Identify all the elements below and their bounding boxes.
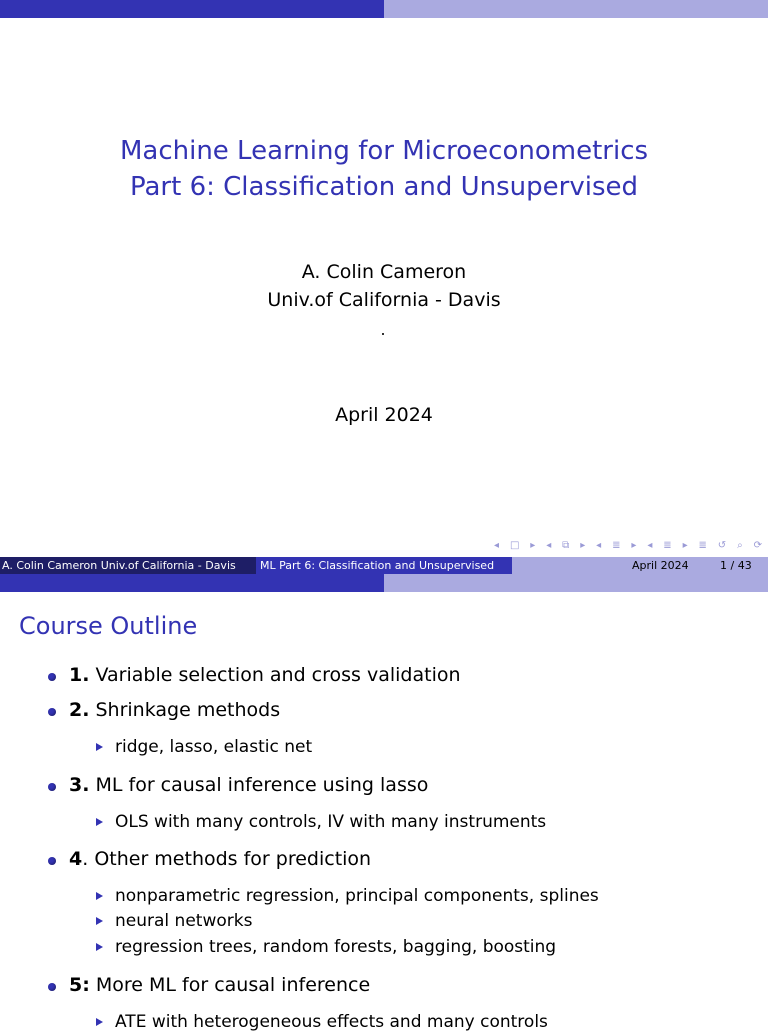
slide2-top-bar [0,574,768,592]
title-line-2: Part 6: Classification and Unsupervised [129,172,638,202]
nav-document-icon[interactable]: ≣ [698,539,707,551]
item-number: 3. [69,774,90,796]
nav-next-slide-icon[interactable]: ▸ [580,539,586,551]
footer-short-title: ML Part 6: Classification and Unsupervised [256,557,512,574]
slide-date: April 2024 [335,404,433,426]
subitem-label: neural networks [115,911,253,931]
nav-prev-slide-icon[interactable]: ◂ [546,539,552,551]
footer-author: A. Colin Cameron Univ.of California - Davis [0,557,256,574]
nav-prev-frame-icon[interactable]: ◂ [494,539,500,551]
subitem-label: ridge, lasso, elastic net [115,737,313,757]
bullet-triangle-icon [96,943,103,951]
frame-title: Course Outline [19,612,198,640]
nav-search-icon[interactable]: ⌕ [737,539,743,551]
footer-right [512,557,768,574]
nav-forward-icon[interactable]: ⟳ [753,539,762,551]
bullet-circle-icon [48,673,56,681]
nav-next-frame-icon[interactable]: ▸ [530,539,536,551]
subitem-label: OLS with many controls, IV with many instruments [115,812,547,832]
nav-section-icon[interactable]: ≣ [663,539,672,551]
item-label: Variable selection and cross validation [89,664,461,686]
bullet-circle-icon [48,983,56,991]
bullet-circle-icon [48,857,56,865]
separator-dot [382,333,384,335]
nav-prev-subsection-icon[interactable]: ◂ [596,539,602,551]
slide-title [0,133,768,205]
bullet-circle-icon [48,708,56,716]
item-number: 4 [69,848,83,870]
author-name: A. Colin Cameron [301,261,467,283]
nav-next-subsection-icon[interactable]: ▸ [631,539,637,551]
bullet-triangle-icon [96,892,103,900]
subitem-label: regression trees, random forests, bagging, boosting [115,937,557,957]
footer-date: April 2024 [632,559,689,572]
item-label: More ML for causal inference [89,974,371,996]
nav-slide-icon[interactable]: ⧉ [562,539,570,551]
item-label: Shrinkage methods [89,699,281,721]
nav-frame-icon[interactable]: □ [509,539,520,551]
subitem-label: nonparametric regression, principal components, splines [115,886,599,906]
beamer-navigation-symbols[interactable] [494,538,762,552]
title-line-1: Machine Learning for Microeconometrics [119,136,649,166]
bullet-triangle-icon [96,1018,103,1026]
slide1-top-bar [0,0,768,18]
nav-next-section-icon[interactable]: ▸ [682,539,688,551]
nav-subsection-icon[interactable]: ≣ [612,539,621,551]
bullet-triangle-icon [96,917,103,925]
item-number: 5: [69,974,90,996]
bullet-triangle-icon [96,818,103,826]
slide-footer [0,557,768,574]
item-number: 1. [69,664,90,686]
item-label: ML for causal inference using lasso [89,774,429,796]
subitem-label: ATE with heterogeneous effects and many controls [115,1012,548,1032]
bullet-circle-icon [48,783,56,791]
author-block [0,258,768,314]
bullet-triangle-icon [96,743,103,751]
author-affiliation: Univ.of California - Davis [267,289,501,311]
footer-page-number: 1 / 43 [720,559,752,572]
nav-back-icon[interactable]: ↺ [717,539,727,551]
item-number: 2. [69,699,90,721]
nav-prev-section-icon[interactable]: ◂ [647,539,653,551]
item-label: . Other methods for prediction [82,848,372,870]
